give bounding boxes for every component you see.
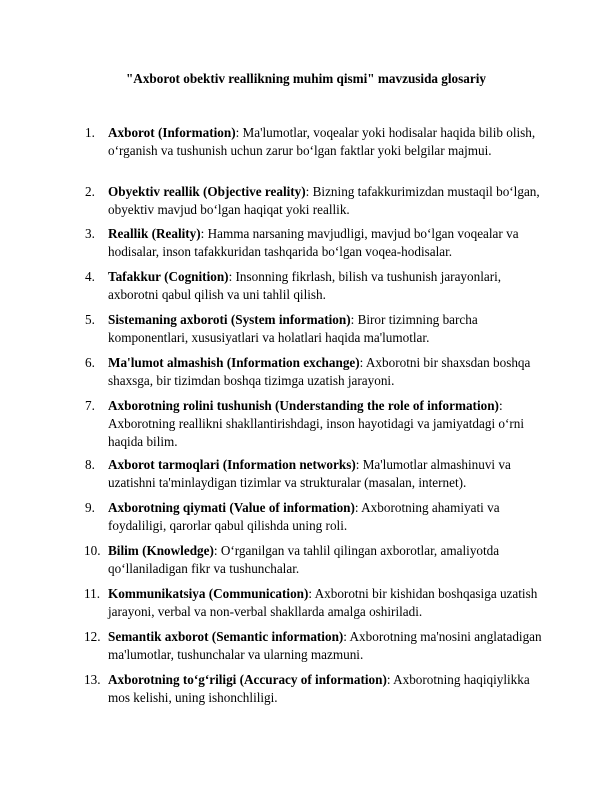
item-definition: : Biror tizimning barcha komponentlari, xususiyatlari va holatlari haqida ma'lumotlar. [108, 312, 478, 345]
item-number: 10. [84, 543, 101, 558]
page-title: "Axborot obektiv reallikning muhim qismi" mavzusida glosariy [125, 71, 486, 86]
glossary-item [84, 671, 544, 707]
item-number: 11. [84, 586, 100, 601]
item-term: Reallik (Reality) [108, 226, 201, 241]
item-number: 9. [85, 500, 95, 515]
glossary-item [84, 585, 544, 621]
item-definition: : Insonning fikrlash, bilish va tushunish jarayonlari, axborotni qabul qilish va uni tahlil qilish. [108, 269, 502, 302]
glossary-item [85, 311, 544, 347]
item-term: Tafakkur (Cognition) [108, 269, 229, 284]
item-term: Axborotning to‘g‘riligi (Accuracy of information) [108, 672, 387, 687]
item-term: Obyektiv reallik (Objective reality) [108, 184, 306, 199]
item-number: 7. [85, 398, 95, 413]
item-definition: : Axborotning ma'nosini anglatadigan ma'lumotlar, tushunchalar va ularning mazmuni. [108, 629, 542, 662]
glossary-item [84, 542, 544, 578]
item-number: 5. [85, 312, 95, 327]
glossary-item [85, 499, 544, 535]
item-definition: : Bizning tafakkurimizdan mustaqil bo‘lgan, obyektiv mavjud bo‘lgan haqiqat yoki reallik. [108, 184, 540, 217]
item-definition: : Ma'lumotlar, voqealar yoki hodisalar haqida bilib olish, o‘rganish va tushunish uchun zarur bo‘lgan faktlar yoki belgilar majmui. [108, 125, 536, 158]
item-definition: : Axborotni bir shaxsdan boshqa shaxsga, bir tizimdan boshqa tizimga uzatish jarayoni. [108, 355, 531, 388]
item-number: 4. [85, 269, 95, 284]
item-definition: : Axborotning reallikni shakllantirishdagi, inson hayotidagi va jamiyatdagi o‘rni haqida bilim. [108, 398, 525, 449]
glossary-item [85, 268, 544, 304]
glossary-item [84, 628, 544, 664]
item-number: 8. [85, 457, 95, 472]
item-term: Axborotning qiymati (Value of information) [108, 500, 355, 515]
item-definition: : Hamma narsaning mavjudligi, mavjud bo‘lgan voqealar va hodisalar, inson tafakkuridan tashqarida bo‘lgan voqea-hodisalar. [108, 226, 519, 259]
item-definition: : Axborotning ahamiyati va foydaliligi, qarorlar qabul qilishda uning roli. [108, 500, 500, 533]
glossary-item [85, 183, 544, 219]
item-term: Kommunikatsiya (Communication) [108, 586, 309, 601]
item-term: Axborotning rolini tushunish (Understanding the role of information) [108, 398, 499, 413]
glossary-item [85, 397, 544, 451]
item-term: Sistemaning axboroti (System information) [108, 312, 351, 327]
item-term: Axborot (Information) [108, 125, 236, 140]
item-term: Axborot tarmoqlari (Information networks) [108, 457, 356, 472]
item-number: 2. [85, 184, 95, 199]
item-term: Bilim (Knowledge) [108, 543, 214, 558]
item-term: Ma'lumot almashish (Information exchange) [108, 355, 360, 370]
item-definition: : Axborotni bir kishidan boshqasiga uzatish jarayoni, verbal va non-verbal shakllarda amalga oshiriladi. [108, 586, 538, 619]
glossary-item [85, 225, 544, 261]
item-definition: : Ma'lumotlar almashinuvi va uzatishni ta'minlaydigan tizimlar va strukturalar (masalan, internet). [108, 457, 511, 490]
item-number: 3. [85, 226, 95, 241]
glossary-item [85, 456, 544, 492]
item-definition: : O‘rganilgan va tahlil qilingan axborotlar, amaliyotda qo‘llaniladigan fikr va tushunchalar. [108, 543, 500, 576]
item-number: 13. [84, 672, 101, 687]
item-term: Semantik axborot (Semantic information) [108, 629, 344, 644]
item-number: 1. [85, 125, 95, 140]
glossary-item [85, 354, 544, 390]
item-number: 12. [84, 629, 101, 644]
item-number: 6. [85, 355, 95, 370]
item-definition: : Axborotning haqiqiylikka mos kelishi, uning ishonchliligi. [108, 672, 530, 705]
glossary-item [85, 124, 544, 160]
